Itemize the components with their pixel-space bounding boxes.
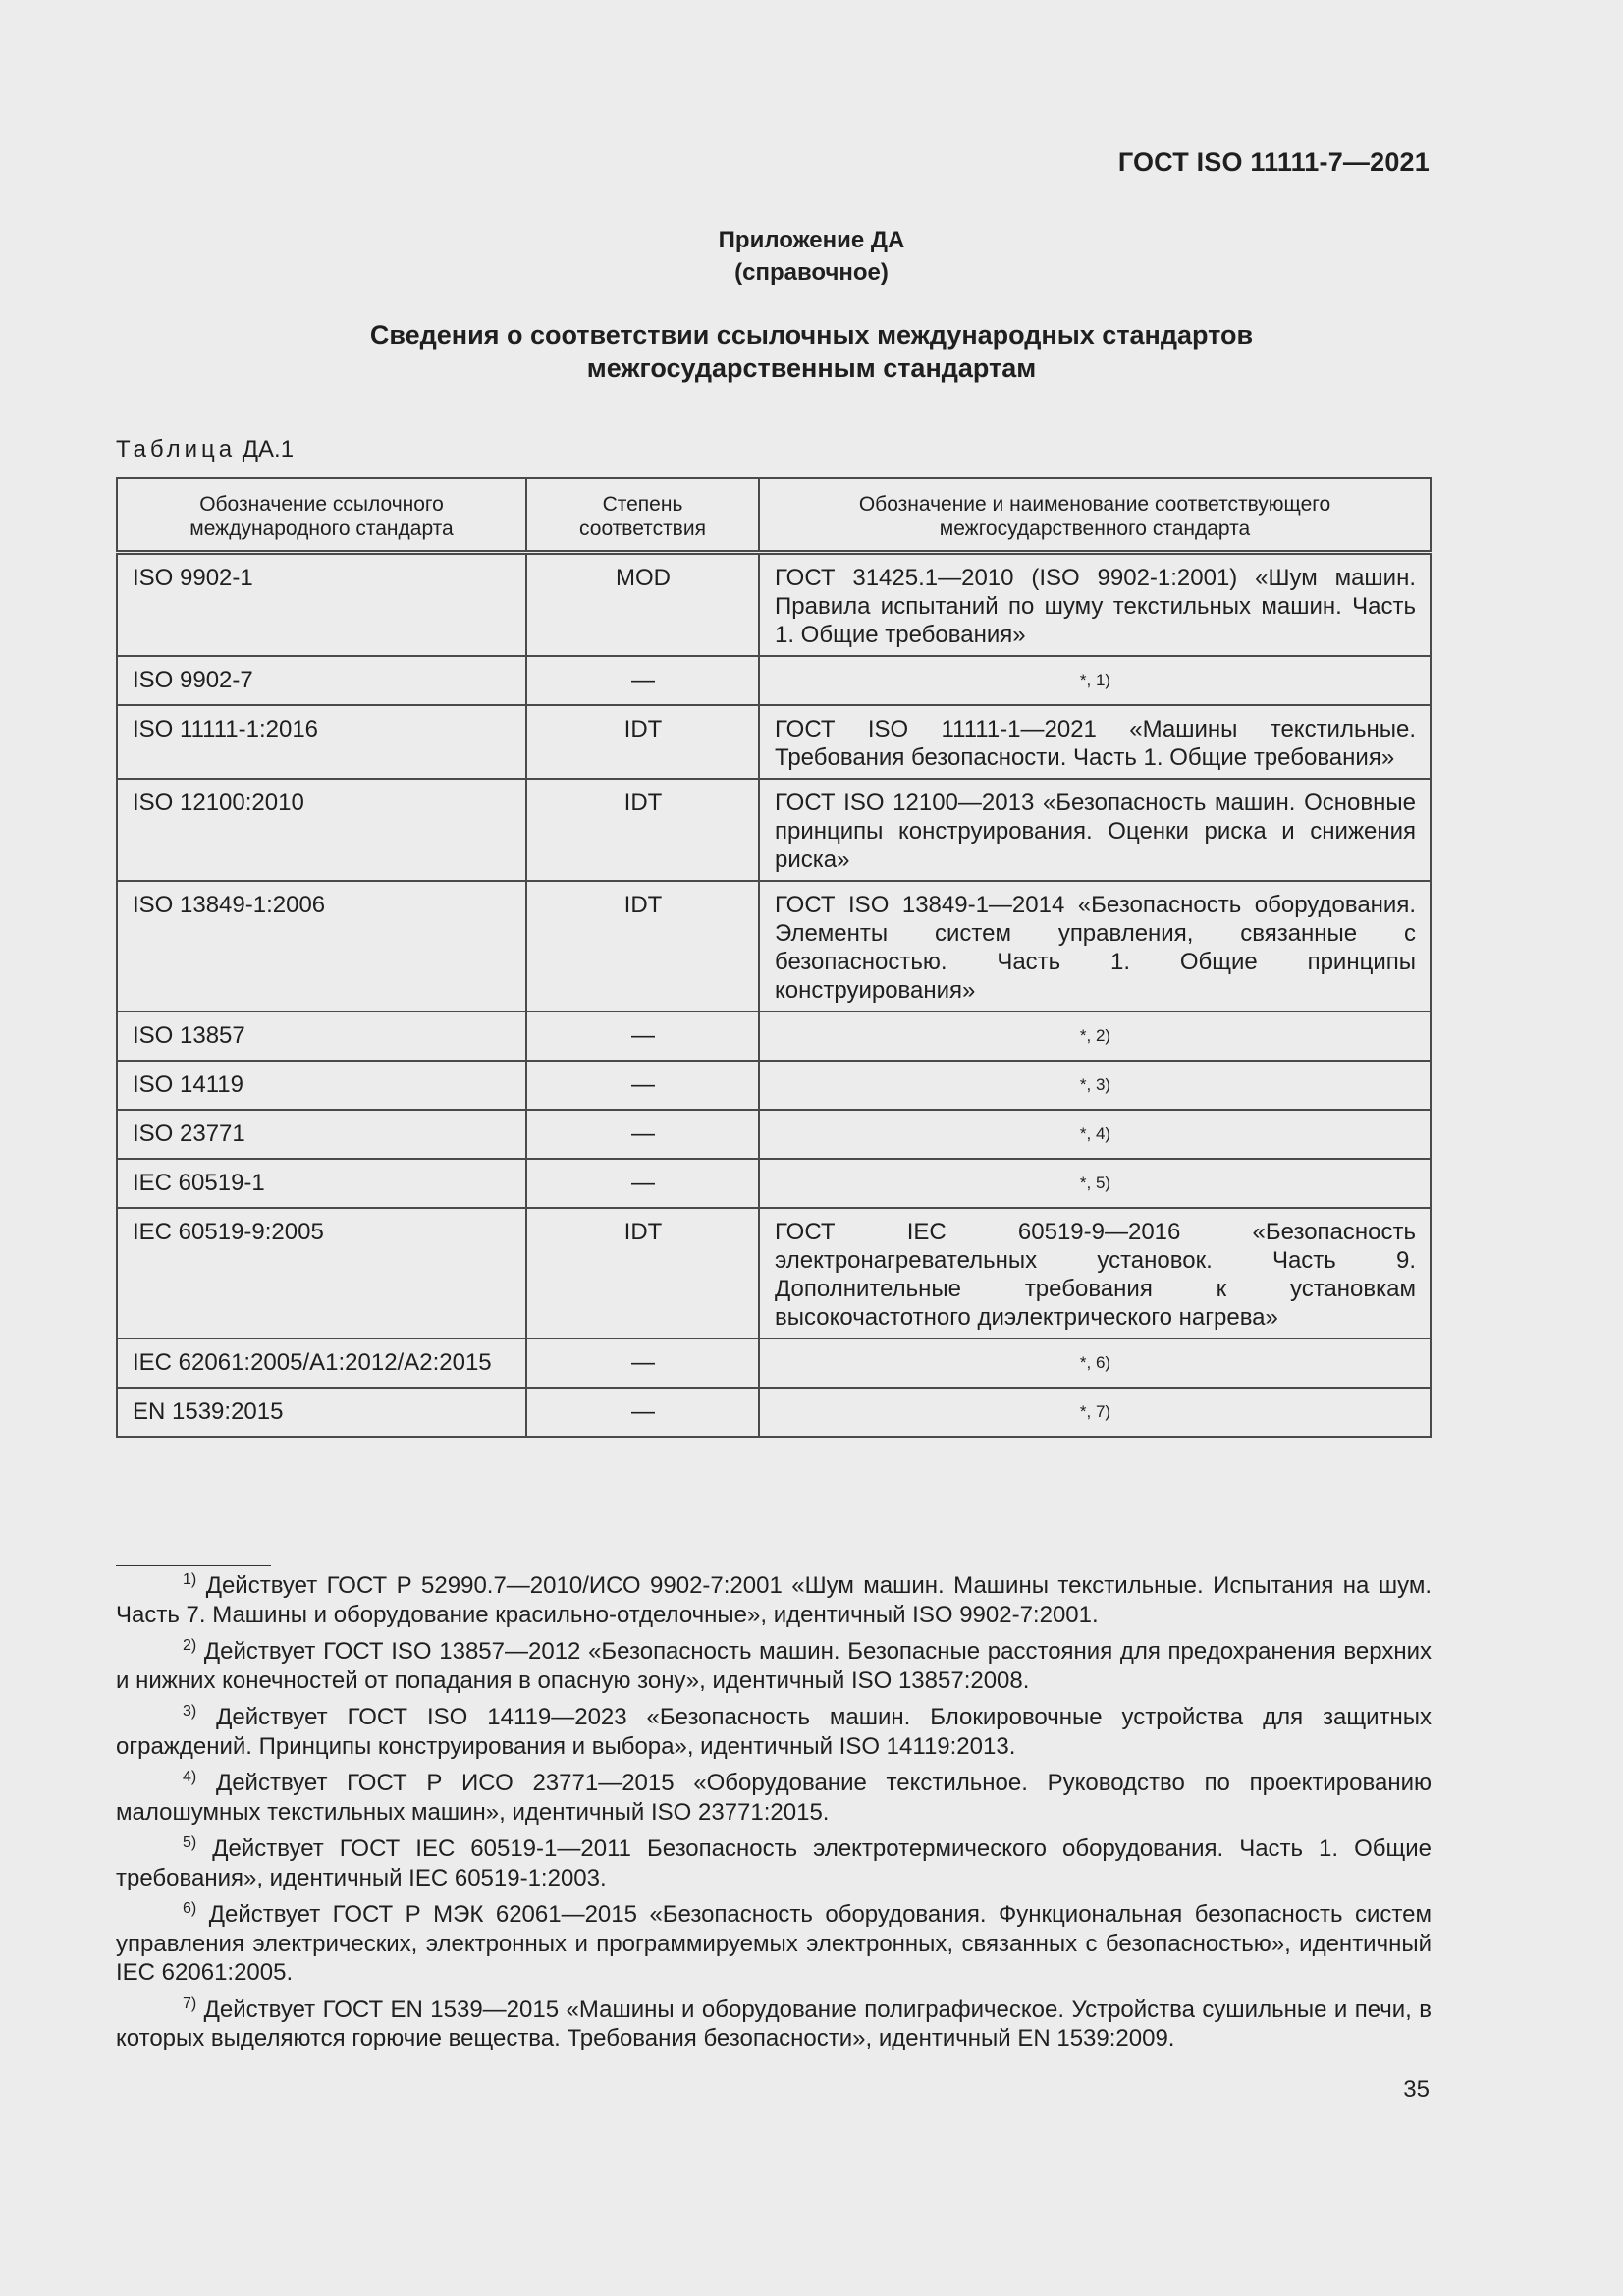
cell-degree: — [526,656,759,705]
cell-degree: — [526,1388,759,1437]
footnote [116,1769,1432,1827]
cell-national-standard: ГОСТ ISO 11111-1—2021 «Машины текстильные. Требования безопасности. Часть 1. Общие требования» [759,705,1431,779]
footnote-text: Действует ГОСТ IEC 60519-1—2011 Безопасность электротермического оборудования. Часть 1. Общие требования», идентичный IEC 60519-1:2003. [116,1835,1433,1891]
column-header-national-standard: Обозначение и наименование соответствующего межгосударственного стандарта [759,478,1431,553]
cell-footnote-ref: *, 2) [759,1011,1431,1061]
cell-national-standard: ГОСТ 31425.1—2010 (ISO 9902-1:2001) «Шум машин. Правила испытаний по шуму текстильных машин. Часть 1. Общие требования» [759,553,1431,657]
footnotes [116,1571,1432,2061]
section-title-line-2: межгосударственным стандартам [586,354,1037,383]
cell-reference: IEC 60519-9:2005 [117,1208,526,1339]
cell-reference: ISO 9902-7 [117,656,526,705]
cell-reference: ISO 14119 [117,1061,526,1110]
standards-correspondence-table [116,477,1432,1438]
cell-footnote-ref: *, 6) [759,1339,1431,1388]
cell-footnote-ref: *, 1) [759,656,1431,705]
footnote [116,1834,1432,1892]
cell-degree: MOD [526,553,759,657]
table-row [117,1110,1431,1159]
table-row [117,656,1431,705]
annex-type: (справочное) [734,259,889,286]
cell-national-standard: ГОСТ ISO 13849-1—2014 «Безопасность оборудования. Элементы систем управления, связанные с безопасностью. Часть 1. Общие принципы конструирования» [759,881,1431,1011]
cell-national-standard: ГОСТ ISO 12100—2013 «Безопасность машин. Основные принципы конструирования. Оценки риска и снижения риска» [759,779,1431,881]
footnote-text: Действует ГОСТ ISO 14119—2023 «Безопасность машин. Блокировочные устройства для защитных ограждений. Принципы конструирования и выбора», идентичный ISO 14119:2013. [116,1704,1432,1760]
table-row [117,881,1431,1011]
table-caption-word: Таблица [116,436,237,463]
column-header-reference-standard: Обозначение ссылочного международного стандарта [117,478,526,553]
annex-heading [0,224,1623,289]
footnote [116,1900,1432,1988]
footnote-text: Действует ГОСТ ISO 13857—2012 «Безопасность машин. Безопасные расстояния для предохранения верхних и нижних конечностей от попадания в опасную зону», идентичный ISO 13857:2008. [116,1638,1432,1694]
cell-reference: ISO 11111-1:2016 [117,705,526,779]
table-caption [116,436,294,464]
table-row [117,1339,1431,1388]
cell-degree: — [526,1110,759,1159]
footnote-separator [116,1565,271,1566]
footnote-text: Действует ГОСТ Р ИСО 23771—2015 «Оборудование текстильное. Руководство по проектированию малошумных текстильных машин», идентичный ISO 23771:2015. [116,1770,1432,1826]
cell-degree: — [526,1339,759,1388]
cell-national-standard: ГОСТ IEC 60519-9—2016 «Безопасность электронагревательных установок. Часть 9. Дополнительные требования к установкам высокочастотного диэлектрического нагрева» [759,1208,1431,1339]
footnote-mark: 4) [183,1769,197,1785]
cell-footnote-ref: *, 3) [759,1061,1431,1110]
column-header-degree: Степень соответствия [526,478,759,553]
cell-reference: ISO 23771 [117,1110,526,1159]
table-row [117,1388,1431,1437]
section-title-line-1: Сведения о соответствии ссылочных международных стандартов [369,320,1254,350]
table-row [117,553,1431,657]
cell-reference: EN 1539:2015 [117,1388,526,1437]
table-row [117,1011,1431,1061]
cell-footnote-ref: *, 5) [759,1159,1431,1208]
cell-reference: ISO 9902-1 [117,553,526,657]
cell-reference: IEC 62061:2005/A1:2012/A2:2015 [117,1339,526,1388]
footnote-text: Действует ГОСТ Р 52990.7—2010/ИСО 9902-7:2001 «Шум машин. Машины текстильные. Испытания на шум. Часть 7. Машины и оборудование красильно-отделочные», идентичный ISO 9902-7:2001. [116,1572,1432,1628]
footnote-mark: 3) [183,1703,197,1720]
footnote-text: Действует ГОСТ Р МЭК 62061—2015 «Безопасность оборудования. Функциональная безопасность систем управления электрических, электронных и программируемых электронных, связанных с безопасностью», идентичный IEC 62061:2005. [116,1901,1432,1986]
footnote-mark: 1) [183,1571,197,1588]
cell-reference: ISO 12100:2010 [117,779,526,881]
table-row [117,705,1431,779]
cell-footnote-ref: *, 7) [759,1388,1431,1437]
footnote [116,1571,1432,1629]
cell-reference: ISO 13849-1:2006 [117,881,526,1011]
cell-degree: — [526,1159,759,1208]
page-number: 35 [1403,2076,1430,2103]
cell-degree: IDT [526,1208,759,1339]
table-row [117,1159,1431,1208]
footnote-mark: 6) [183,1900,197,1917]
footnote-text: Действует ГОСТ EN 1539—2015 «Машины и оборудование полиграфическое. Устройства сушильные и печи, в которых выделяются горючие вещества. Требования безопасности», идентичный EN 1539:2009. [116,1995,1433,2051]
table-header-row [117,478,1431,553]
cell-footnote-ref: *, 4) [759,1110,1431,1159]
footnote-mark: 2) [183,1637,197,1654]
cell-reference: IEC 60519-1 [117,1159,526,1208]
annex-title: Приложение ДА [718,227,905,253]
cell-reference: ISO 13857 [117,1011,526,1061]
footnote-mark: 7) [183,1995,197,2012]
cell-degree: IDT [526,779,759,881]
section-title [0,318,1623,385]
cell-degree: IDT [526,705,759,779]
table-row [117,1061,1431,1110]
footnote [116,1995,1432,2053]
table-row [117,1208,1431,1339]
footnote [116,1637,1432,1695]
footnote-mark: 5) [183,1834,197,1851]
cell-degree: IDT [526,881,759,1011]
table-row [117,779,1431,881]
document-code-header: ГОСТ ISO 11111-7—2021 [1117,147,1430,177]
cell-degree: — [526,1061,759,1110]
table-caption-number: ДА.1 [242,436,295,463]
footnote [116,1703,1432,1761]
cell-degree: — [526,1011,759,1061]
